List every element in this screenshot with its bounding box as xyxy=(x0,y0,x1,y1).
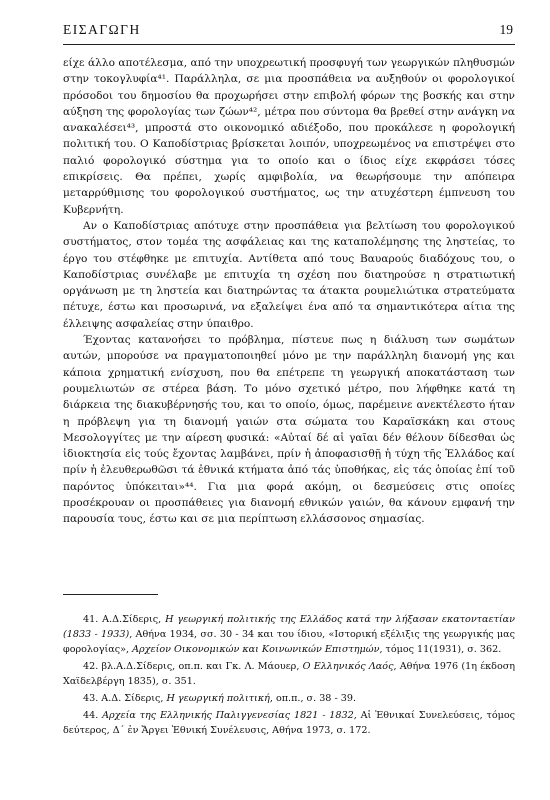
page-number: 19 xyxy=(499,22,513,37)
footnote-42 xyxy=(63,659,515,689)
footnote-41 xyxy=(63,612,515,657)
footnote-separator xyxy=(63,594,158,595)
footnote-text: 42. βλ.Α.Δ.Σίδερις, οπ.π. και Γκ. Λ. Μάουερ, xyxy=(83,661,303,672)
footnote-title: Η γεωργική πολιτική xyxy=(166,693,270,704)
running-header xyxy=(63,22,515,45)
footnote-text: 44. xyxy=(83,710,103,721)
footnote-text: , Αἱ Ἐθνικαί Συνελεύσεις, τόμος δεύτερος, Δ΄ ἐν Ἄργει Ἐθνική Συνέλευσις, Αθήνα 1973, σ. 172. xyxy=(63,710,515,736)
footnote-text: , τόμος 11(1931), σ. 362. xyxy=(379,644,502,655)
main-text xyxy=(63,55,515,528)
paragraph-1: είχε άλλο αποτέλεσμα, από την υποχρεωτική προσφυγή των γεωργικών πληθυσμών στην τοκογλυφία⁴¹. Παράλληλα, σε μια προσπάθεια να αυξηθούν οι φορολογικοί πρόσοδοι του δημοσίου θα προχωρήσει στην επιβολή φόρων της βοσκής και στην αύξηση της φορολογίας των ζώων⁴², μέτρα που σύντομα θα βρεθεί στην ανάγκη να ανακαλέσει⁴³, μπροστά στο οικονομικό αδιέξοδο, που προκάλεσε η φορολογική πολιτική του. Ο Καποδίστριας βρίσκεται λοιπόν, υποχρεωμένος να επιστρέψει στο παλιό φορολογικό σύστημα για το οποίο και ο ίδιος είχε εκφράσει τόσες επικρίσεις. Θα πρέπει, χωρίς αμφιβολία, να θεωρήσουμε την απόπειρα μεταρρύθμισης του φορολογικού συστήματος, ως την ατυχέστερη έμπνευση του Κυβερνήτη. xyxy=(63,57,515,216)
paragraph-3: Έχοντας κατανοήσει το πρόβλημα, πίστευε πως η διάλυση των σωμάτων αυτών, μπορούσε να πραγματοποιηθεί μόνο με την παράλληλη διανομή γης και κάποια χρηματική ενίσχυση, που θα επέτρεπε τη γεωργική αποκατάσταση των ρουμελιωτών σε στέρεα βάση. Το μόνο σχετικό μέτρο, που λήφθηκε κατά τη διάρκεια της διακυβέρνησής του, και το οποίο, όμως, παρέμεινε ανεκτέλεστο ήταν η πρόβλεψη για τη διανομή γαιών στα σώματα του Καραϊσκάκη και στους Μεσολογγίτες με την αίρεση φυσικά: «Αὐταί δέ αἱ γαῖαι δέν θέλουν δίδεσθαι ὡς ἰδιοκτησία εἰς τούς ἔχοντας λαμβάνει, πρίν ἡ ἀποφασισθῇ ἡ τύχη τῆς Ἑλλάδος καί πρίν ἡ ἐλευθερωθῶσι τά ἐθνικά κτήματα ἀπό τάς ὑποθήκας, εἰς τάς ὁποίας ἐπί τοῦ παρόντος ὑπόκειται»⁴⁴. Για μια φορά ακόμη, οι δεσμεύσεις στις οποίες προσέκρουαν οι προσπάθειες για διανομή εθνικών γαιών, θα κάνουν εμφανή την παρουσία τους, έστω και σε μια περίπτωση ελλάσσονος σημασίας. xyxy=(63,334,515,526)
footnote-title: Ο Ελληνικός Λαός xyxy=(302,661,394,672)
footnote-title: Αρχείον Οικονομικών και Κοινωνικών Επιστημών xyxy=(132,644,380,655)
footnote-text: 43. Α.Δ. Σίδερις, xyxy=(83,693,167,704)
footnote-title: Η γεωργική πολιτικής της Ελλάδος κατά την λήξασαν εκατονταετίαν (1833 - 1933) xyxy=(63,614,515,640)
footnote-text: , Αθήνα 1934, σσ. 30 - 34 και του ίδιου, «Ιστορική εξέλιξις της γεωργικής μας φορολογίας», xyxy=(63,629,515,655)
footnote-text: , οπ.π., σ. 38 - 39. xyxy=(269,693,357,704)
chapter-title: ΕΙΣΑΓΩΓΗ xyxy=(63,22,141,37)
footnotes xyxy=(63,612,515,740)
footnote-43 xyxy=(63,691,515,706)
footnote-44 xyxy=(63,708,515,738)
footnote-title: Αρχεία της Ελληνικής Παλιγγενεσίας 1821 - 1832 xyxy=(102,710,354,721)
footnote-text: 41. Α.Δ.Σίδερις, xyxy=(83,614,166,625)
paragraph-2: Αν ο Καποδίστριας απότυχε στην προσπάθεια για βελτίωση του φορολογικού συστήματος, στον τομέα της ασφάλειας και της καταπολέμησης της ληστείας, το έργο του στέφθηκε με επιτυχία. Αντίθετα από τους Βαυαρούς διαδόχους του, ο Καποδίστριας συνέλαβε με επιτυχία τη σχέση που διατηρούσε η στρατιωτική οργάνωση με τη ληστεία και διατηρώντας τα άτακτα ρουμελιώτικα στρατεύματα πέτυχε, έστω και προσωρινά, να εξαλείψει ένα από τα σημαντικότερα αίτια της έλλειψης ασφαλείας στην ύπαιθρο. xyxy=(63,219,515,330)
footnote-text: , Αθήνα 1976 (1η έκδοση Χαϊδελβέργη 1835), σ. 351. xyxy=(63,661,516,687)
